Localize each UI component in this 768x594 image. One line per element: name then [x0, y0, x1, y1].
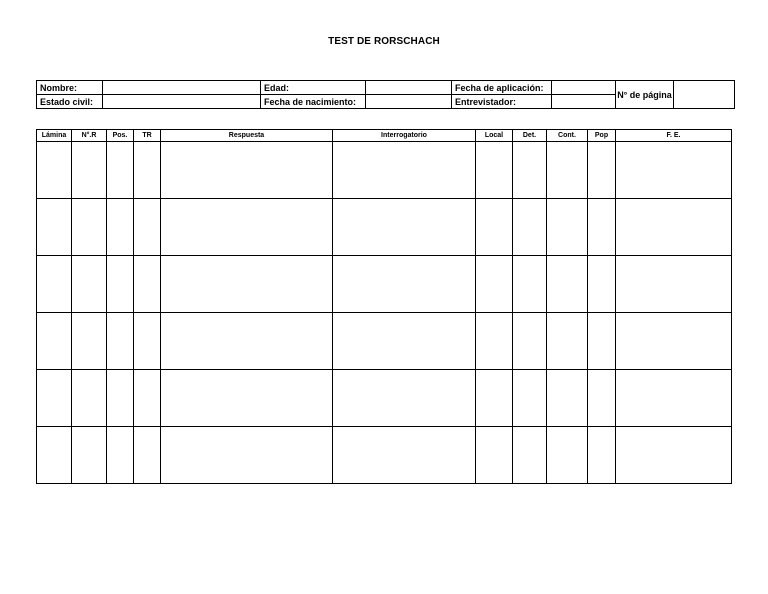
- entrevistador-field[interactable]: [552, 95, 616, 109]
- response-cell[interactable]: [72, 313, 107, 370]
- response-cell[interactable]: [476, 370, 513, 427]
- response-cell[interactable]: [37, 142, 72, 199]
- response-cell[interactable]: [161, 199, 333, 256]
- response-cell[interactable]: [588, 256, 616, 313]
- response-cell[interactable]: [547, 427, 588, 484]
- response-cell[interactable]: [616, 313, 732, 370]
- column-header-row: [37, 130, 732, 142]
- response-cell[interactable]: [107, 370, 134, 427]
- response-cell[interactable]: [513, 199, 547, 256]
- response-cell[interactable]: [107, 256, 134, 313]
- table-row: [37, 370, 732, 427]
- response-cell[interactable]: [476, 142, 513, 199]
- response-cell[interactable]: [37, 427, 72, 484]
- response-cell[interactable]: [513, 142, 547, 199]
- response-cell[interactable]: [588, 199, 616, 256]
- column-header: Respuesta: [161, 130, 333, 142]
- nombre-field[interactable]: [103, 81, 261, 95]
- response-cell[interactable]: [513, 370, 547, 427]
- table-row: [37, 199, 732, 256]
- column-header: Cont.: [547, 130, 588, 142]
- num-pagina-label: N° de página: [616, 81, 674, 109]
- response-cell[interactable]: [588, 370, 616, 427]
- response-cell[interactable]: [37, 370, 72, 427]
- column-header: Pos.: [107, 130, 134, 142]
- response-cell[interactable]: [161, 313, 333, 370]
- estado-civil-field[interactable]: [103, 95, 261, 109]
- response-cell[interactable]: [547, 199, 588, 256]
- response-cell[interactable]: [476, 313, 513, 370]
- response-cell[interactable]: [107, 142, 134, 199]
- page-title: TEST DE RORSCHACH: [328, 36, 440, 47]
- column-header: Interrogatorio: [333, 130, 476, 142]
- fecha-nacimiento-label: Fecha de nacimiento:: [261, 95, 366, 109]
- response-cell[interactable]: [134, 313, 161, 370]
- fecha-aplicacion-label: Fecha de aplicación:: [452, 81, 552, 95]
- edad-field[interactable]: [366, 81, 452, 95]
- table-row: [37, 313, 732, 370]
- response-cell[interactable]: [588, 313, 616, 370]
- response-cell[interactable]: [476, 427, 513, 484]
- response-cell[interactable]: [72, 142, 107, 199]
- response-cell[interactable]: [476, 199, 513, 256]
- responses-table: [36, 129, 732, 484]
- response-cell[interactable]: [161, 427, 333, 484]
- response-cell[interactable]: [72, 199, 107, 256]
- response-cell[interactable]: [161, 370, 333, 427]
- response-cell[interactable]: [547, 313, 588, 370]
- estado-civil-label: Estado civil:: [37, 95, 103, 109]
- response-cell[interactable]: [161, 256, 333, 313]
- table-row: [37, 142, 732, 199]
- response-cell[interactable]: [333, 256, 476, 313]
- response-cell[interactable]: [333, 199, 476, 256]
- response-cell[interactable]: [107, 199, 134, 256]
- response-cell[interactable]: [547, 370, 588, 427]
- response-cell[interactable]: [134, 256, 161, 313]
- response-cell[interactable]: [616, 256, 732, 313]
- edad-label: Edad:: [261, 81, 366, 95]
- response-cell[interactable]: [134, 427, 161, 484]
- fecha-aplicacion-field[interactable]: [552, 81, 616, 95]
- response-cell[interactable]: [616, 427, 732, 484]
- column-header: Pop: [588, 130, 616, 142]
- column-header: Lámina: [37, 130, 72, 142]
- response-cell[interactable]: [616, 370, 732, 427]
- fecha-nacimiento-field[interactable]: [366, 95, 452, 109]
- patient-info-table: [36, 80, 735, 109]
- response-cell[interactable]: [513, 313, 547, 370]
- response-cell[interactable]: [588, 142, 616, 199]
- response-cell[interactable]: [37, 313, 72, 370]
- num-pagina-field[interactable]: [674, 81, 735, 109]
- response-cell[interactable]: [37, 199, 72, 256]
- response-cell[interactable]: [513, 256, 547, 313]
- response-cell[interactable]: [513, 427, 547, 484]
- response-cell[interactable]: [547, 256, 588, 313]
- response-cell[interactable]: [161, 142, 333, 199]
- response-cell[interactable]: [333, 370, 476, 427]
- response-cell[interactable]: [37, 256, 72, 313]
- nombre-label: Nombre:: [37, 81, 103, 95]
- response-cell[interactable]: [134, 142, 161, 199]
- column-header: N°.R: [72, 130, 107, 142]
- response-cell[interactable]: [134, 370, 161, 427]
- response-cell[interactable]: [72, 370, 107, 427]
- column-header: Local: [476, 130, 513, 142]
- response-cell[interactable]: [72, 256, 107, 313]
- response-cell[interactable]: [333, 313, 476, 370]
- response-cell[interactable]: [547, 142, 588, 199]
- response-cell[interactable]: [134, 199, 161, 256]
- column-header: Det.: [513, 130, 547, 142]
- table-row: [37, 427, 732, 484]
- table-row: [37, 256, 732, 313]
- response-cell[interactable]: [333, 427, 476, 484]
- response-cell[interactable]: [616, 142, 732, 199]
- response-cell[interactable]: [107, 313, 134, 370]
- response-cell[interactable]: [616, 199, 732, 256]
- response-cell[interactable]: [107, 427, 134, 484]
- response-cell[interactable]: [72, 427, 107, 484]
- response-cell[interactable]: [476, 256, 513, 313]
- column-header: TR: [134, 130, 161, 142]
- entrevistador-label: Entrevistador:: [452, 95, 552, 109]
- response-cell[interactable]: [588, 427, 616, 484]
- response-cell[interactable]: [333, 142, 476, 199]
- column-header: F. E.: [616, 130, 732, 142]
